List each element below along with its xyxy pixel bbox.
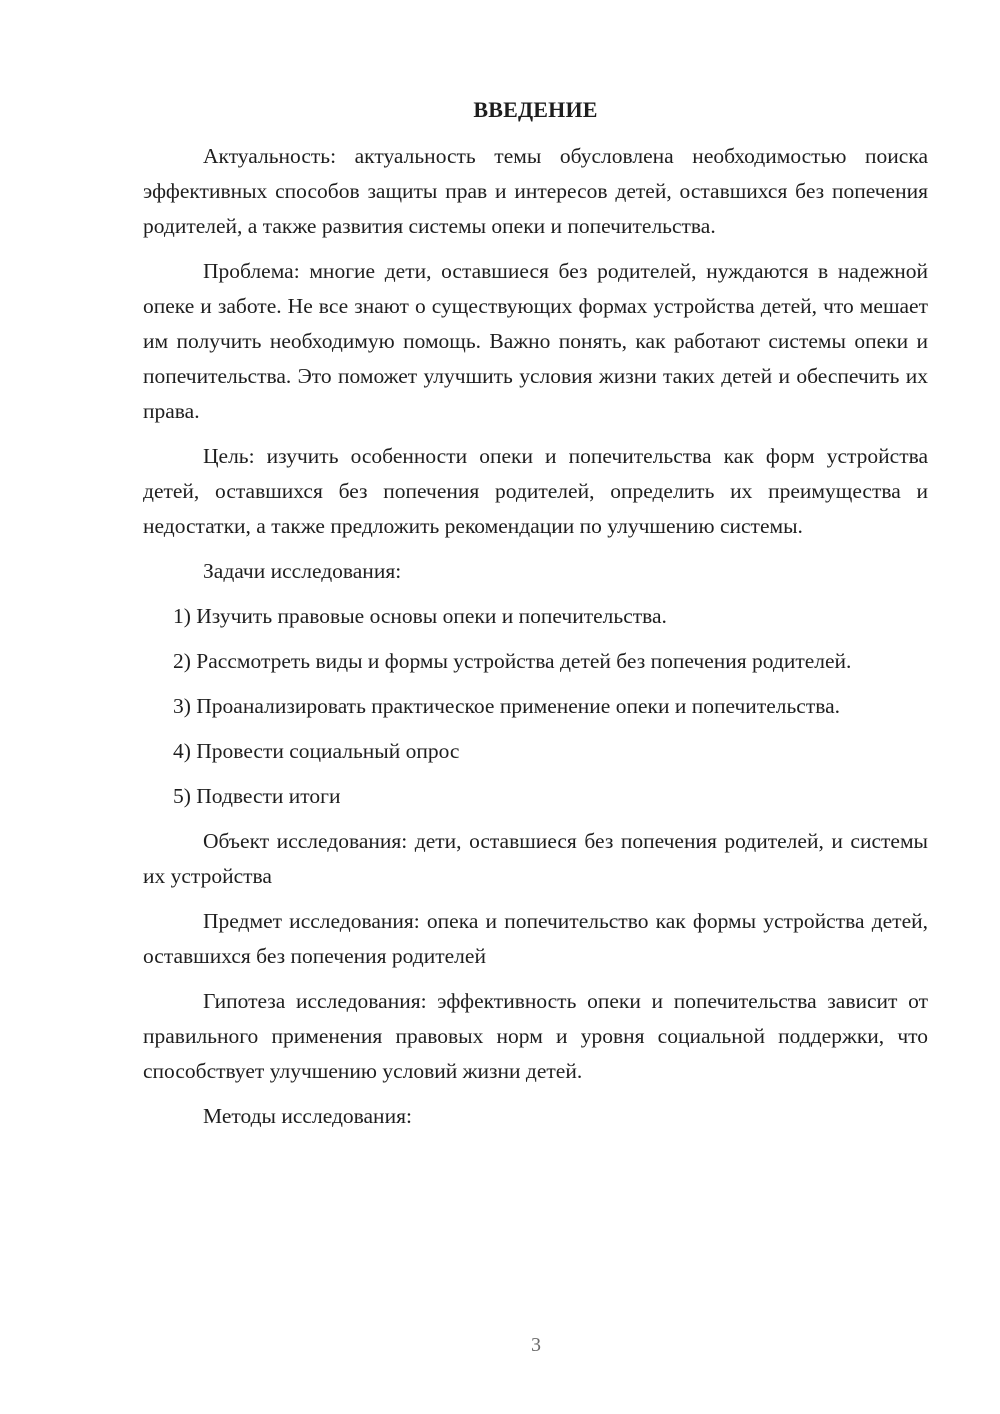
task-item-1: 1) Изучить правовые основы опеки и попечительства. [173,604,667,628]
task-item-3: 3) Проанализировать практическое применение опеки и попечительства. [173,694,841,718]
page-number: 3 [531,1334,541,1356]
paragraph-subject: Предмет исследования: опека и попечительство как формы устройства детей, оставшихся без попечения родителей [143,909,928,968]
paragraph-goal: Цель: изучить особенности опеки и попечительства как форм устройства детей, оставшихся без попечения родителей, определить их преимущества и недостатки, а также предложить рекомендации по улучшению системы. [143,444,928,538]
section-title: ВВЕДЕНИЕ [473,97,598,122]
paragraph-tasks-heading: Задачи исследования: [203,559,402,583]
task-item-4: 4) Провести социальный опрос [173,739,460,763]
paragraph-relevance: Актуальность: актуальность темы обусловлена необходимостью поиска эффективных способов защиты прав и интересов детей, оставшихся без попечения родителей, а также развития системы опеки и попечительства. [143,144,928,238]
paragraph-hypothesis: Гипотеза исследования: эффективность опеки и попечительства зависит от правильного применения правовых норм и уровня социальной поддержки, что способствует улучшению условий жизни детей. [143,989,928,1083]
paragraph-methods: Методы исследования: [203,1104,412,1128]
page-content [143,95,928,1144]
paragraph-problem: Проблема: многие дети, оставшиеся без родителей, нуждаются в надежной опеке и заботе. Не все знают о существующих формах устройства детей, что мешает им получить необходимую помощь. Важно понять, как работают системы опеки и попечительства. Это поможет улучшить условия жизни таких детей и обеспечить их права. [143,259,928,423]
paragraph-object: Объект исследования: дети, оставшиеся без попечения родителей, и системы их устройства [143,829,928,888]
task-item-5: 5) Подвести итоги [173,784,341,808]
task-item-2: 2) Рассмотреть виды и формы устройства детей без попечения родителей. [173,649,852,673]
